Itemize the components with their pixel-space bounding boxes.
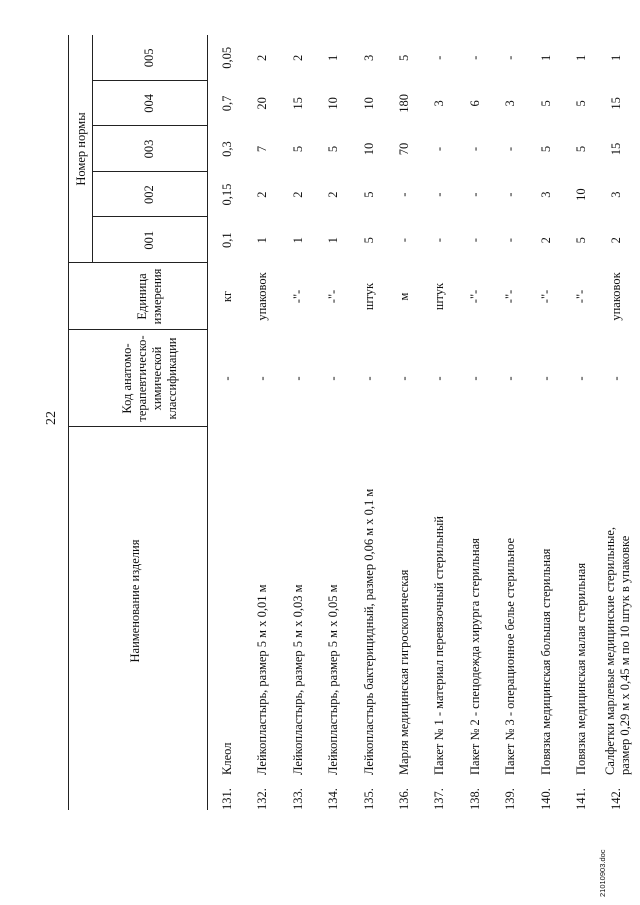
row-norm-value: 3 — [609, 191, 624, 198]
header-norm: Номер нормы — [74, 112, 88, 186]
row-norm-value: 3 — [432, 100, 447, 107]
row-norm-value: 5 — [538, 145, 553, 153]
row-norm-value: 5 — [574, 237, 588, 244]
row-norm-value: 2 — [255, 191, 270, 198]
row-norm-value: - — [467, 146, 482, 152]
row-norm-value: 10 — [361, 97, 376, 110]
header-unit-line: измерения — [150, 268, 164, 325]
row-name: Лейкопластырь, размер 5 м x 0,01 м — [255, 584, 270, 775]
row-norm-value: 1 — [538, 54, 553, 61]
row-norm-value: 10 — [574, 188, 588, 201]
row-unit: упаковок — [609, 272, 624, 321]
row-norm-value: 1 — [574, 54, 588, 61]
row-norm-value: - — [432, 55, 447, 60]
row-norm-value: 15 — [609, 142, 624, 156]
row-name: Клеол — [220, 742, 234, 775]
row-norm-value: - — [432, 192, 447, 197]
row-number: 141. — [574, 788, 588, 810]
header-bottom-rule — [207, 35, 208, 810]
row-number: 131. — [220, 788, 234, 810]
row-norm-value: 20 — [255, 97, 270, 110]
row-name: Лейкопластырь бактерицидный, размер 0,06 м x 0,1 м — [361, 488, 376, 775]
row-norm-value: 5 — [361, 191, 376, 198]
row-norm-value: 6 — [467, 100, 482, 107]
row-norm-value: 5 — [397, 54, 411, 61]
row-norm-value: 5 — [574, 145, 588, 153]
row-atc: - — [361, 376, 376, 381]
table-top-rule — [68, 35, 69, 810]
row-name: Повязка медицинская большая стерильная — [538, 548, 553, 775]
row-name: Пакет № 3 - операционное белье стерильное — [503, 538, 518, 775]
row-norm-value: 5 — [361, 237, 376, 244]
row-name: Лейкопластырь, размер 5 м x 0,05 м — [326, 584, 341, 775]
row-norm-value: 5 — [538, 100, 553, 107]
row-norm-value: 180 — [397, 94, 411, 113]
row-unit: упаковок — [255, 272, 270, 321]
page-number: 22 — [44, 411, 59, 425]
row-norm-value: - — [503, 192, 518, 197]
row-norm-value: 2 — [290, 191, 305, 198]
row-norm-value: 0,7 — [220, 95, 234, 112]
row-unit: -"- — [467, 289, 482, 304]
row-number: 140. — [538, 788, 553, 810]
header-atc-line: химической — [150, 346, 164, 411]
header-atc-line: Код анатомо- — [120, 343, 134, 414]
row-norm-value: 3 — [503, 100, 518, 107]
row-norm-value: 1 — [326, 237, 341, 244]
row-norm-value: 7 — [255, 145, 270, 153]
row-name: Повязка медицинская малая стерильная — [574, 562, 588, 775]
row-norm-value: 1 — [255, 237, 270, 244]
row-unit: м — [397, 292, 411, 301]
row-name: Салфетки марлевые медицинские стерильные, — [603, 526, 618, 775]
header-norm-code: 004 — [142, 94, 156, 113]
row-unit: -"- — [503, 289, 518, 304]
row-name: Пакет № 2 - спецодежда хирурга стерильная — [467, 538, 482, 775]
row-norm-value: 3 — [361, 54, 376, 61]
row-norm-value: 2 — [609, 237, 624, 244]
row-atc: - — [574, 376, 588, 381]
row-name: размер 0,29 м x 0,45 м по 10 штук в упаковке — [618, 535, 633, 775]
row-norm-value: - — [503, 55, 518, 60]
header-norm-code: 001 — [142, 230, 156, 250]
row-number: 139. — [503, 788, 518, 810]
row-atc: - — [503, 376, 518, 381]
row-name: Марля медицинская гигроскопическая — [397, 569, 411, 775]
row-norm-value: 2 — [538, 237, 553, 244]
row-unit: -"- — [290, 289, 305, 304]
row-atc: - — [467, 376, 482, 381]
row-norm-value: 2 — [326, 191, 341, 198]
row-norm-value: - — [397, 192, 411, 197]
row-unit: штук — [432, 282, 447, 311]
row-norm-value: - — [397, 238, 411, 243]
row-norm-value: - — [503, 238, 518, 243]
row-norm-value: 1 — [290, 237, 305, 244]
row-unit: -"- — [574, 289, 588, 304]
row-number: 134. — [326, 788, 341, 810]
row-norm-value: 0,05 — [220, 46, 234, 69]
row-norm-value: 10 — [326, 97, 341, 110]
header-norm-code: 003 — [142, 139, 156, 159]
row-norm-value: - — [432, 146, 447, 152]
row-number: 138. — [467, 788, 482, 810]
row-norm-value: 5 — [290, 145, 305, 153]
row-number: 133. — [290, 788, 305, 810]
row-unit: кг — [220, 290, 234, 303]
row-norm-value: 70 — [397, 142, 411, 156]
row-norm-value: 3 — [538, 191, 553, 198]
row-norm-value: 1 — [609, 54, 624, 61]
row-atc: - — [220, 376, 234, 381]
row-number: 142. — [609, 788, 624, 810]
row-unit: -"- — [538, 289, 553, 304]
row-norm-value: 15 — [290, 97, 305, 110]
row-atc: - — [538, 376, 553, 381]
row-norm-value: 15 — [609, 97, 624, 110]
row-atc: - — [609, 376, 624, 381]
row-norm-value: 2 — [255, 54, 270, 61]
row-norm-value: 0,15 — [220, 183, 234, 206]
row-atc: - — [326, 376, 341, 381]
header-name: Наименование изделия — [128, 539, 142, 663]
row-norm-value: 5 — [574, 100, 588, 107]
row-norm-value: - — [467, 238, 482, 243]
footer-file-code: 21010903.doc — [598, 849, 607, 897]
row-norm-value: 0,1 — [220, 232, 234, 249]
row-unit: -"- — [326, 289, 341, 304]
row-norm-value: 5 — [326, 145, 341, 153]
row-name: Лейкопластырь, размер 5 м x 0,03 м — [290, 584, 305, 775]
row-atc: - — [432, 376, 447, 381]
row-atc: - — [290, 376, 305, 381]
row-norm-value: 0,3 — [220, 141, 234, 157]
row-norm-value: - — [467, 55, 482, 60]
row-norm-value: 2 — [290, 54, 305, 61]
row-number: 137. — [432, 788, 447, 810]
row-number: 135. — [361, 788, 376, 810]
row-number: 136. — [397, 788, 411, 810]
row-norm-value: 10 — [361, 142, 376, 156]
header-atc-line: терапевтическо- — [135, 335, 149, 422]
header-atc-line: классификации — [165, 337, 179, 420]
row-number: 132. — [255, 788, 270, 810]
row-norm-value: - — [503, 146, 518, 152]
row-atc: - — [397, 376, 411, 381]
row-name: Пакет № 1 - материал перевязочный стерильный — [432, 516, 447, 775]
header-norm-code: 002 — [142, 185, 156, 204]
row-unit: штук — [361, 282, 376, 311]
row-atc: - — [255, 376, 270, 381]
row-norm-value: 1 — [326, 54, 341, 61]
header-unit-line: Единица — [135, 273, 149, 320]
row-norm-value: - — [432, 238, 447, 243]
header-norm-code: 005 — [142, 48, 156, 68]
norm-sub-rule — [92, 35, 93, 263]
row-norm-value: - — [467, 192, 482, 197]
